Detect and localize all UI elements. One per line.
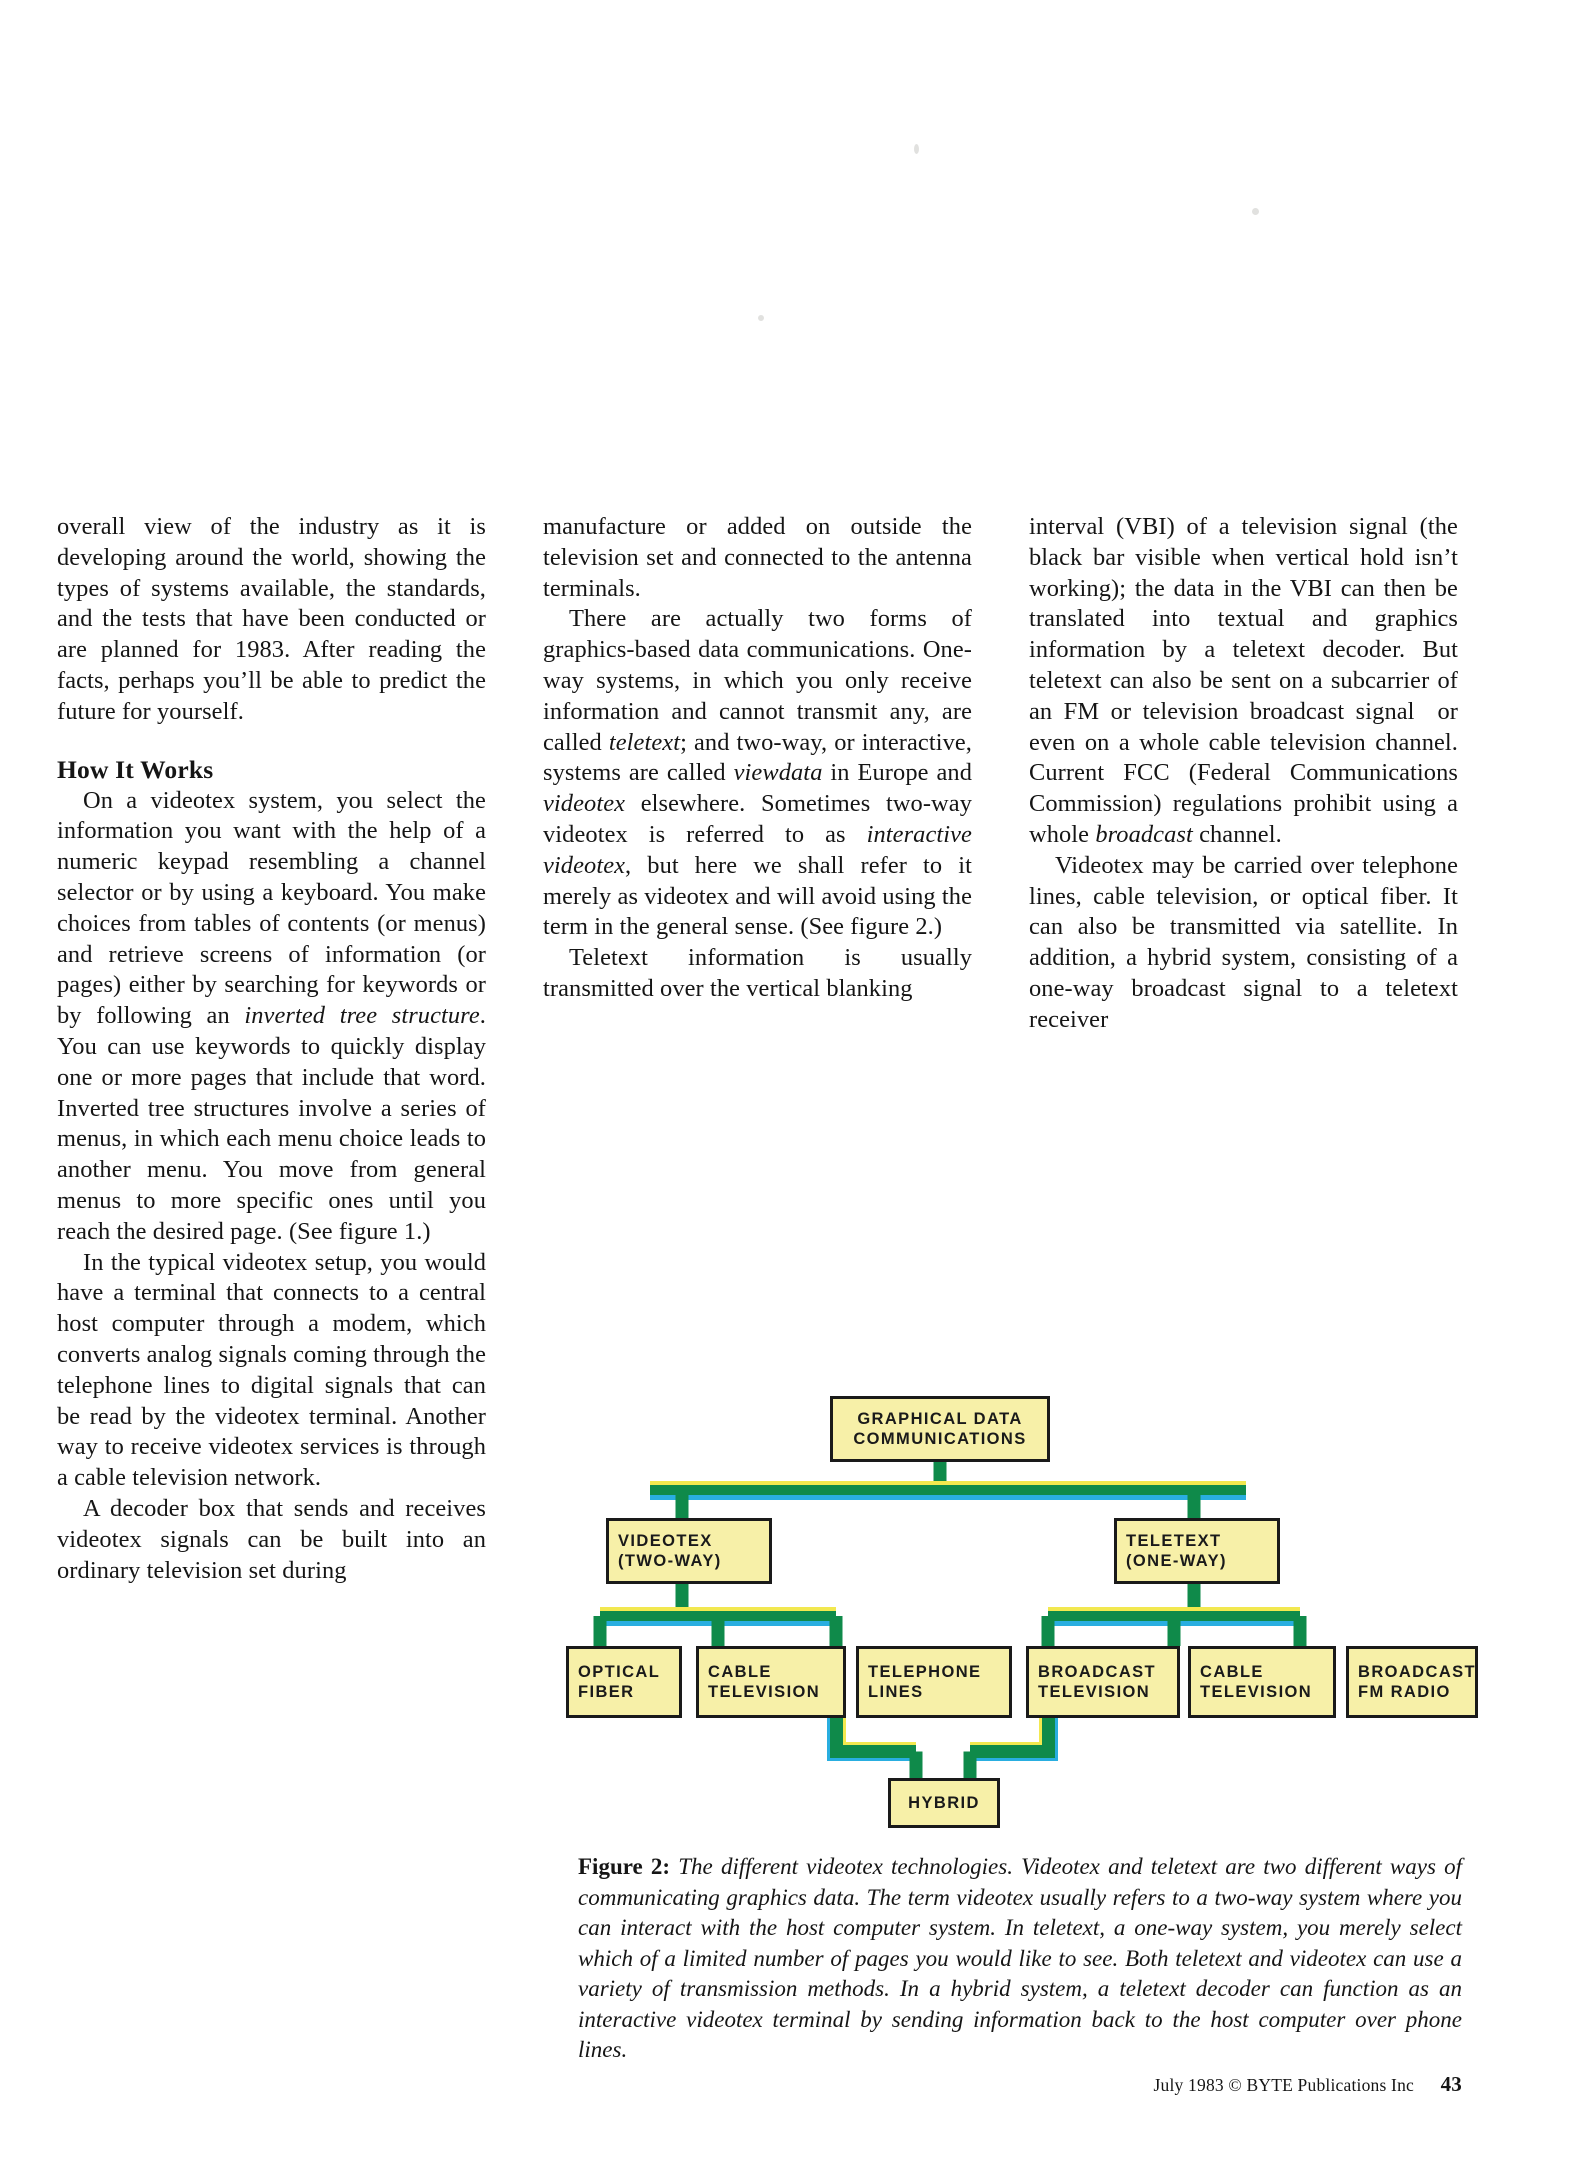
footer-credit: July 1983 © BYTE Publications Inc <box>1153 2075 1415 2095</box>
paragraph: There are actually two forms of graphics-based data communications. One-way systems, in which you only receive information and cannot transmit any, are called teletext; and two-way, or interactive, systems are called viewdata in Europe and videotex elsewhere. Sometimes two-way videotex is referred to as interactive videotex, but here we shall refer to it merely as videotex and will avoid using the term in the general sense. (See figure 2.) <box>543 605 973 941</box>
text-column-1 <box>57 512 486 1586</box>
node-line: LINES <box>868 1683 924 1701</box>
node-line: FM RADIO <box>1358 1683 1451 1701</box>
node-line: BROADCAST <box>1358 1663 1477 1681</box>
node-broadcast-fm-radio[interactable] <box>1346 1646 1478 1718</box>
node-line: TELEVISION <box>708 1683 821 1701</box>
figure-2-diagram <box>578 1378 1477 1878</box>
node-hybrid[interactable] <box>888 1778 1000 1828</box>
paragraph: On a videotex system, you select the information you want with the help of a numeric keypad resembling a channel selector or by using a keyboard. You make choices from tables of contents (or menus) and retrieve screens of information (or pages) either by searching for keywords or by following an inverted tree structure. You can use keywords to quickly display one or more pages that include that word. Inverted tree structures involve a series of menus, in which each menu choice leads to another menu. You move from general menus to more specific ones until you reach the desired page. (See figure 1.) <box>57 786 486 1245</box>
node-line: BROADCAST <box>1038 1663 1157 1681</box>
node-line: TELEVISION <box>1038 1683 1151 1701</box>
section-heading: How It Works <box>57 754 214 784</box>
node-broadcast-television[interactable] <box>1026 1646 1180 1718</box>
emphasis: interactive videotex <box>543 820 972 879</box>
paragraph: interval (VBI) of a television signal (the black bar visible when vertical hold isn’t working); the data in the VBI can then be translated into textual and graphics information by a teletext decoder. But teletext can also be sent on a subcarrier of an FM or television broadcast signal or even on a whole cable television channel. Current FCC (Federal Communications Commission) regulations prohibit using a whole broadcast channel. <box>1029 513 1458 848</box>
emphasis: viewdata <box>733 759 823 787</box>
paragraph: manufacture or added on outside the television set and connected to the antenna terminals. <box>543 513 972 602</box>
paragraph: overall view of the industry as it is developing around the world, showing the types of systems available, the standards, and the tests that have been conducted or are planned for 1983. After reading the facts, perhaps you’ll be able to predict the future for yourself. <box>57 513 486 725</box>
paragraph: Teletext information is usually transmitted over the vertical blanking <box>543 944 972 1002</box>
page-number: 43 <box>1440 2072 1462 2096</box>
paragraph: A decoder box that sends and receives videotex signals can be built into an ordinary television set during <box>57 1494 486 1584</box>
node-line: (TWO-WAY) <box>618 1552 722 1570</box>
figure-caption-text: The different videotex technologies. Videotex and teletext are two different ways of communicating graphics data. The term videotex usually refers to a two-way system where you can interact with the host computer system. In teletext, a one-way system, you merely select which of a limited number of pages you would like to see. Both teletext and videotex can use a variety of transmission methods. In a hybrid system, a teletext decoder can function as an interactive videotex terminal by sending information back to the host computer over phone lines. <box>578 1854 1462 2062</box>
node-line: COMMUNICATIONS <box>853 1430 1027 1448</box>
node-videotex[interactable] <box>606 1518 772 1584</box>
node-optical-fiber[interactable] <box>566 1646 682 1718</box>
emphasis: broadcast <box>1095 820 1193 848</box>
scan-speck <box>758 315 764 321</box>
node-line: HYBRID <box>908 1794 980 1812</box>
page-footer <box>578 2072 1462 2097</box>
scan-speck <box>1252 208 1259 215</box>
node-line: GRAPHICAL DATA <box>857 1410 1023 1428</box>
node-line: TELETEXT <box>1126 1532 1222 1550</box>
paragraph: Videotex may be carried over telephone lines, cable television, or optical fiber. It can also be transmitted via satellite. In addition, a hybrid system, consisting of a one-way broadcast signal to a teletext receiver <box>1029 851 1458 1033</box>
node-line: VIDEOTEX <box>618 1532 713 1550</box>
node-cable-television-teletext[interactable] <box>1188 1646 1336 1718</box>
node-graphical-data-communications[interactable] <box>830 1396 1050 1462</box>
emphasis: teletext <box>608 728 681 756</box>
node-line: OPTICAL <box>578 1663 661 1681</box>
node-telephone-lines[interactable] <box>856 1646 1012 1718</box>
node-line: (ONE-WAY) <box>1126 1552 1227 1570</box>
node-line: FIBER <box>578 1683 635 1701</box>
scan-speck <box>914 144 919 154</box>
figure-label: Figure 2: <box>578 1854 671 1879</box>
paragraph: In the typical videotex setup, you would have a terminal that connects to a central host computer through a modem, which converts analog signals coming through the telephone lines to digital signals that can be read by the videotex terminal. Another way to receive videotex services is through a cable television network. <box>57 1248 486 1492</box>
emphasis: inverted tree structure <box>244 1002 480 1030</box>
node-teletext[interactable] <box>1114 1518 1280 1584</box>
node-line: TELEVISION <box>1200 1683 1313 1701</box>
node-line: TELEPHONE <box>868 1663 982 1681</box>
node-cable-television-videotex[interactable] <box>696 1646 846 1718</box>
node-line: CABLE <box>1200 1663 1264 1681</box>
node-line: CABLE <box>708 1663 772 1681</box>
figure-caption <box>578 1852 1462 2066</box>
emphasis: videotex <box>543 790 626 818</box>
